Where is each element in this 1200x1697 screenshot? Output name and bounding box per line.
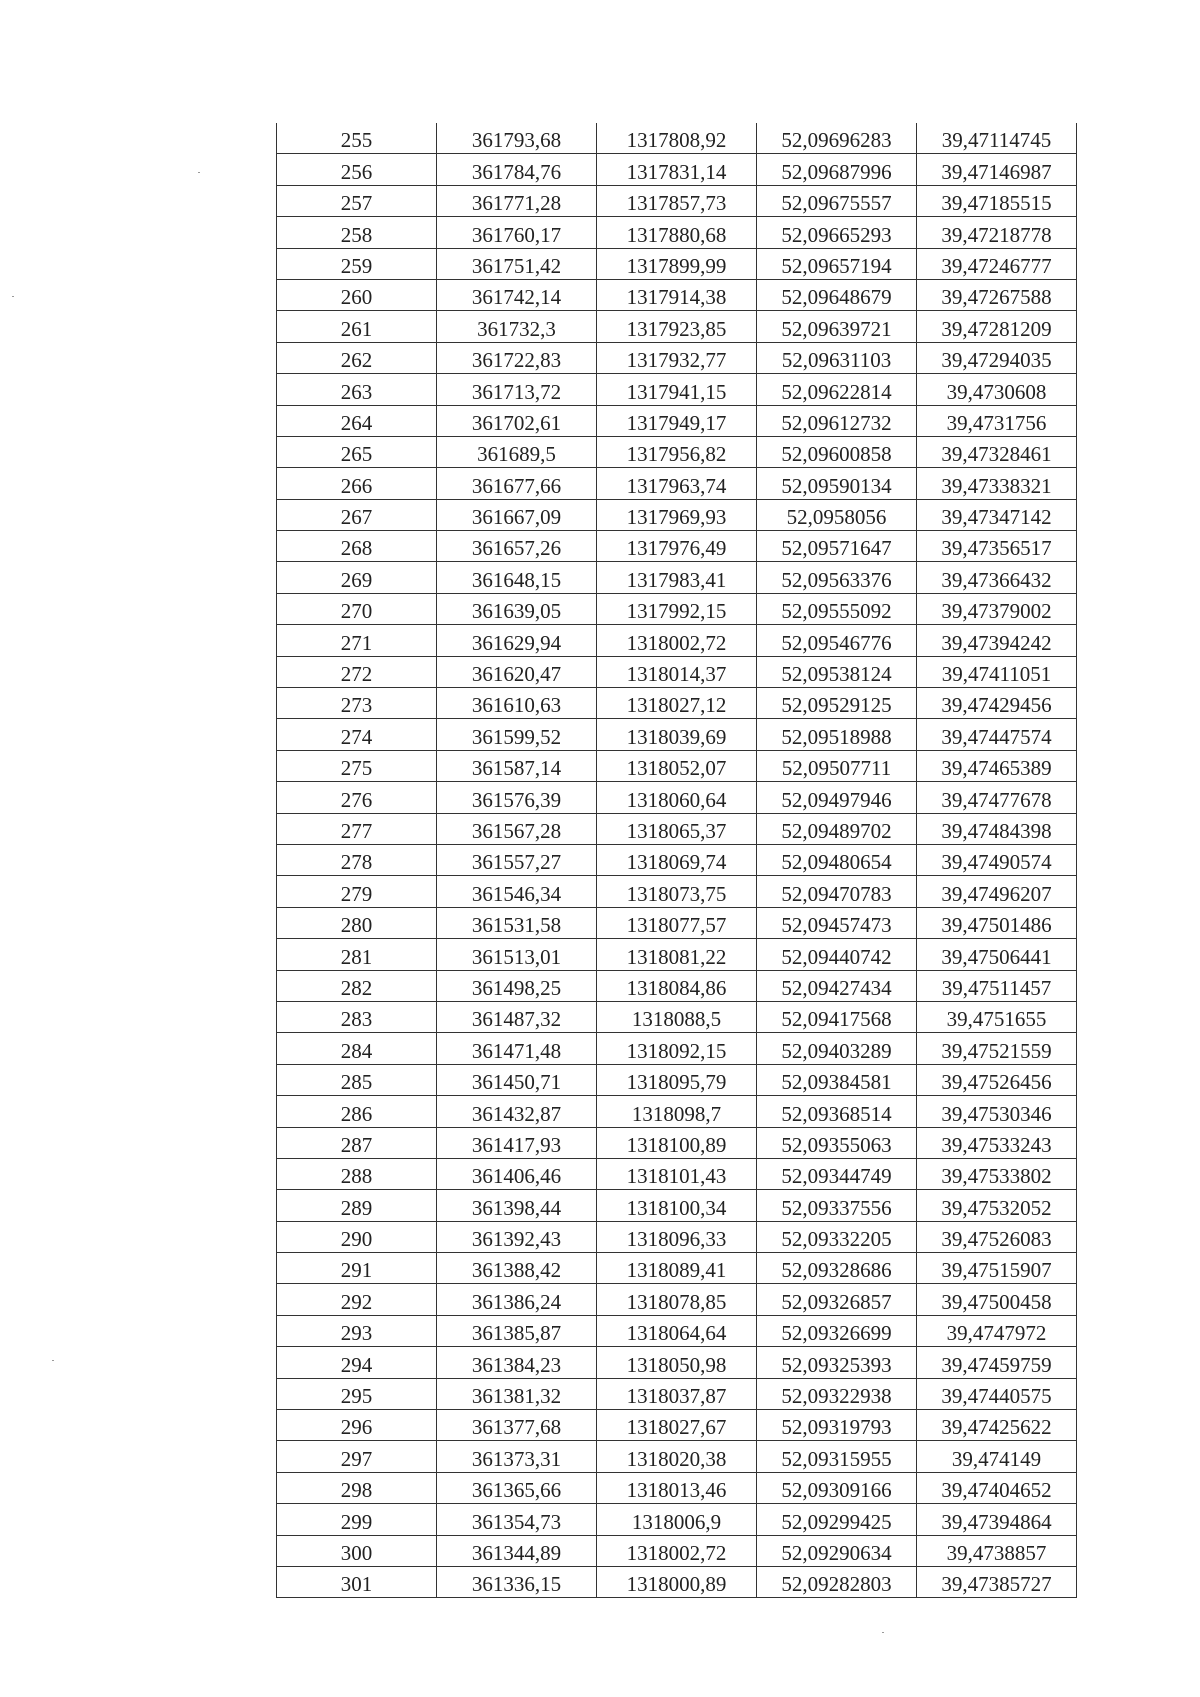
y-coordinate-cell: 1317831,14 xyxy=(597,154,757,185)
point-number-cell: 300 xyxy=(277,1535,437,1566)
latitude-cell: 52,09529125 xyxy=(757,688,917,719)
y-coordinate-cell: 1318092,15 xyxy=(597,1033,757,1064)
longitude-cell: 39,47411051 xyxy=(917,656,1077,687)
y-coordinate-cell: 1318095,79 xyxy=(597,1064,757,1095)
table-row xyxy=(277,688,1077,719)
table-row xyxy=(277,625,1077,656)
table-row xyxy=(277,1033,1077,1064)
longitude-cell: 39,47328461 xyxy=(917,436,1077,467)
longitude-cell: 39,47379002 xyxy=(917,593,1077,624)
table-row xyxy=(277,1504,1077,1535)
point-number-cell: 276 xyxy=(277,782,437,813)
longitude-cell: 39,47246777 xyxy=(917,248,1077,279)
y-coordinate-cell: 1318088,5 xyxy=(597,1001,757,1032)
table-row xyxy=(277,876,1077,907)
point-number-cell: 301 xyxy=(277,1566,437,1597)
table-row xyxy=(277,1566,1077,1597)
x-coordinate-cell: 361771,28 xyxy=(437,185,597,216)
point-number-cell: 288 xyxy=(277,1158,437,1189)
latitude-cell: 52,09427434 xyxy=(757,970,917,1001)
point-number-cell: 294 xyxy=(277,1347,437,1378)
latitude-cell: 52,09299425 xyxy=(757,1504,917,1535)
y-coordinate-cell: 1318101,43 xyxy=(597,1158,757,1189)
longitude-cell: 39,4751655 xyxy=(917,1001,1077,1032)
latitude-cell: 52,09600858 xyxy=(757,436,917,467)
table-row xyxy=(277,185,1077,216)
x-coordinate-cell: 361702,61 xyxy=(437,405,597,436)
longitude-cell: 39,47294035 xyxy=(917,342,1077,373)
longitude-cell: 39,47425622 xyxy=(917,1410,1077,1441)
coordinates-table xyxy=(276,123,1077,1598)
longitude-cell: 39,47501486 xyxy=(917,907,1077,938)
longitude-cell: 39,47533802 xyxy=(917,1158,1077,1189)
point-number-cell: 283 xyxy=(277,1001,437,1032)
x-coordinate-cell: 361639,05 xyxy=(437,593,597,624)
table-row xyxy=(277,562,1077,593)
x-coordinate-cell: 361567,28 xyxy=(437,813,597,844)
point-number-cell: 287 xyxy=(277,1127,437,1158)
point-number-cell: 257 xyxy=(277,185,437,216)
latitude-cell: 52,09657194 xyxy=(757,248,917,279)
x-coordinate-cell: 361557,27 xyxy=(437,844,597,875)
latitude-cell: 52,09648679 xyxy=(757,279,917,310)
latitude-cell: 52,09546776 xyxy=(757,625,917,656)
y-coordinate-cell: 1317963,74 xyxy=(597,468,757,499)
latitude-cell: 52,09687996 xyxy=(757,154,917,185)
longitude-cell: 39,47500458 xyxy=(917,1284,1077,1315)
longitude-cell: 39,47465389 xyxy=(917,750,1077,781)
point-number-cell: 286 xyxy=(277,1096,437,1127)
longitude-cell: 39,47429456 xyxy=(917,688,1077,719)
y-coordinate-cell: 1317899,99 xyxy=(597,248,757,279)
y-coordinate-cell: 1318100,34 xyxy=(597,1190,757,1221)
latitude-cell: 52,09309166 xyxy=(757,1472,917,1503)
point-number-cell: 260 xyxy=(277,279,437,310)
latitude-cell: 52,09344749 xyxy=(757,1158,917,1189)
point-number-cell: 258 xyxy=(277,217,437,248)
point-number-cell: 271 xyxy=(277,625,437,656)
y-coordinate-cell: 1318073,75 xyxy=(597,876,757,907)
table-row xyxy=(277,405,1077,436)
point-number-cell: 284 xyxy=(277,1033,437,1064)
x-coordinate-cell: 361377,68 xyxy=(437,1410,597,1441)
longitude-cell: 39,47533243 xyxy=(917,1127,1077,1158)
point-number-cell: 285 xyxy=(277,1064,437,1095)
latitude-cell: 52,09337556 xyxy=(757,1190,917,1221)
table-row xyxy=(277,1158,1077,1189)
table-row xyxy=(277,813,1077,844)
point-number-cell: 298 xyxy=(277,1472,437,1503)
x-coordinate-cell: 361398,44 xyxy=(437,1190,597,1221)
latitude-cell: 52,09440742 xyxy=(757,939,917,970)
point-number-cell: 267 xyxy=(277,499,437,530)
latitude-cell: 52,09518988 xyxy=(757,719,917,750)
x-coordinate-cell: 361406,46 xyxy=(437,1158,597,1189)
table-row xyxy=(277,782,1077,813)
y-coordinate-cell: 1318002,72 xyxy=(597,625,757,656)
latitude-cell: 52,09612732 xyxy=(757,405,917,436)
latitude-cell: 52,09325393 xyxy=(757,1347,917,1378)
x-coordinate-cell: 361365,66 xyxy=(437,1472,597,1503)
y-coordinate-cell: 1318069,74 xyxy=(597,844,757,875)
y-coordinate-cell: 1318000,89 xyxy=(597,1566,757,1597)
longitude-cell: 39,47490574 xyxy=(917,844,1077,875)
y-coordinate-cell: 1318027,12 xyxy=(597,688,757,719)
y-coordinate-cell: 1318052,07 xyxy=(597,750,757,781)
longitude-cell: 39,4730608 xyxy=(917,374,1077,405)
latitude-cell: 52,09326857 xyxy=(757,1284,917,1315)
latitude-cell: 52,09507711 xyxy=(757,750,917,781)
x-coordinate-cell: 361677,66 xyxy=(437,468,597,499)
x-coordinate-cell: 361392,43 xyxy=(437,1221,597,1252)
longitude-cell: 39,47521559 xyxy=(917,1033,1077,1064)
x-coordinate-cell: 361384,23 xyxy=(437,1347,597,1378)
x-coordinate-cell: 361657,26 xyxy=(437,531,597,562)
table-row xyxy=(277,939,1077,970)
table-row xyxy=(277,342,1077,373)
point-number-cell: 292 xyxy=(277,1284,437,1315)
y-coordinate-cell: 1317880,68 xyxy=(597,217,757,248)
y-coordinate-cell: 1318037,87 xyxy=(597,1378,757,1409)
longitude-cell: 39,47281209 xyxy=(917,311,1077,342)
point-number-cell: 269 xyxy=(277,562,437,593)
longitude-cell: 39,47515907 xyxy=(917,1253,1077,1284)
y-coordinate-cell: 1318064,64 xyxy=(597,1315,757,1346)
table-row xyxy=(277,468,1077,499)
x-coordinate-cell: 361471,48 xyxy=(437,1033,597,1064)
point-number-cell: 275 xyxy=(277,750,437,781)
point-number-cell: 264 xyxy=(277,405,437,436)
latitude-cell: 52,09555092 xyxy=(757,593,917,624)
x-coordinate-cell: 361336,15 xyxy=(437,1566,597,1597)
y-coordinate-cell: 1318084,86 xyxy=(597,970,757,1001)
y-coordinate-cell: 1317969,93 xyxy=(597,499,757,530)
table-row xyxy=(277,123,1077,154)
y-coordinate-cell: 1318006,9 xyxy=(597,1504,757,1535)
y-coordinate-cell: 1317857,73 xyxy=(597,185,757,216)
longitude-cell: 39,47114745 xyxy=(917,123,1077,154)
y-coordinate-cell: 1318089,41 xyxy=(597,1253,757,1284)
y-coordinate-cell: 1318027,67 xyxy=(597,1410,757,1441)
scan-speck xyxy=(52,1360,54,1361)
point-number-cell: 282 xyxy=(277,970,437,1001)
table-row xyxy=(277,1535,1077,1566)
x-coordinate-cell: 361450,71 xyxy=(437,1064,597,1095)
longitude-cell: 39,47218778 xyxy=(917,217,1077,248)
latitude-cell: 52,09403289 xyxy=(757,1033,917,1064)
point-number-cell: 299 xyxy=(277,1504,437,1535)
x-coordinate-cell: 361381,32 xyxy=(437,1378,597,1409)
point-number-cell: 255 xyxy=(277,123,437,154)
x-coordinate-cell: 361648,15 xyxy=(437,562,597,593)
point-number-cell: 290 xyxy=(277,1221,437,1252)
longitude-cell: 39,47146987 xyxy=(917,154,1077,185)
table-row xyxy=(277,1441,1077,1472)
y-coordinate-cell: 1317949,17 xyxy=(597,405,757,436)
x-coordinate-cell: 361576,39 xyxy=(437,782,597,813)
table-row xyxy=(277,311,1077,342)
longitude-cell: 39,47347142 xyxy=(917,499,1077,530)
table-row xyxy=(277,1253,1077,1284)
table-row xyxy=(277,1410,1077,1441)
x-coordinate-cell: 361751,42 xyxy=(437,248,597,279)
x-coordinate-cell: 361385,87 xyxy=(437,1315,597,1346)
x-coordinate-cell: 361432,87 xyxy=(437,1096,597,1127)
latitude-cell: 52,0958056 xyxy=(757,499,917,530)
longitude-cell: 39,47506441 xyxy=(917,939,1077,970)
point-number-cell: 297 xyxy=(277,1441,437,1472)
y-coordinate-cell: 1318014,37 xyxy=(597,656,757,687)
table-row xyxy=(277,656,1077,687)
latitude-cell: 52,09590134 xyxy=(757,468,917,499)
latitude-cell: 52,09417568 xyxy=(757,1001,917,1032)
table-row xyxy=(277,970,1077,1001)
point-number-cell: 259 xyxy=(277,248,437,279)
longitude-cell: 39,47440575 xyxy=(917,1378,1077,1409)
x-coordinate-cell: 361513,01 xyxy=(437,939,597,970)
latitude-cell: 52,09489702 xyxy=(757,813,917,844)
y-coordinate-cell: 1318039,69 xyxy=(597,719,757,750)
table-row xyxy=(277,844,1077,875)
longitude-cell: 39,47267588 xyxy=(917,279,1077,310)
table-row xyxy=(277,1221,1077,1252)
table-row xyxy=(277,499,1077,530)
point-number-cell: 270 xyxy=(277,593,437,624)
table-row xyxy=(277,1127,1077,1158)
y-coordinate-cell: 1318065,37 xyxy=(597,813,757,844)
longitude-cell: 39,47496207 xyxy=(917,876,1077,907)
point-number-cell: 262 xyxy=(277,342,437,373)
table-row xyxy=(277,593,1077,624)
point-number-cell: 266 xyxy=(277,468,437,499)
y-coordinate-cell: 1318100,89 xyxy=(597,1127,757,1158)
x-coordinate-cell: 361732,3 xyxy=(437,311,597,342)
y-coordinate-cell: 1317983,41 xyxy=(597,562,757,593)
x-coordinate-cell: 361610,63 xyxy=(437,688,597,719)
longitude-cell: 39,47356517 xyxy=(917,531,1077,562)
point-number-cell: 273 xyxy=(277,688,437,719)
latitude-cell: 52,09538124 xyxy=(757,656,917,687)
table-row xyxy=(277,374,1077,405)
table-row xyxy=(277,1347,1077,1378)
x-coordinate-cell: 361742,14 xyxy=(437,279,597,310)
x-coordinate-cell: 361784,76 xyxy=(437,154,597,185)
longitude-cell: 39,4738857 xyxy=(917,1535,1077,1566)
y-coordinate-cell: 1318060,64 xyxy=(597,782,757,813)
longitude-cell: 39,47394242 xyxy=(917,625,1077,656)
point-number-cell: 261 xyxy=(277,311,437,342)
table-row xyxy=(277,531,1077,562)
y-coordinate-cell: 1317976,49 xyxy=(597,531,757,562)
y-coordinate-cell: 1317992,15 xyxy=(597,593,757,624)
longitude-cell: 39,47185515 xyxy=(917,185,1077,216)
x-coordinate-cell: 361344,89 xyxy=(437,1535,597,1566)
latitude-cell: 52,09282803 xyxy=(757,1566,917,1597)
table-row xyxy=(277,907,1077,938)
point-number-cell: 279 xyxy=(277,876,437,907)
coordinates-table-body xyxy=(277,123,1077,1598)
longitude-cell: 39,47477678 xyxy=(917,782,1077,813)
latitude-cell: 52,09631103 xyxy=(757,342,917,373)
table-row xyxy=(277,248,1077,279)
x-coordinate-cell: 361417,93 xyxy=(437,1127,597,1158)
point-number-cell: 278 xyxy=(277,844,437,875)
longitude-cell: 39,47404652 xyxy=(917,1472,1077,1503)
latitude-cell: 52,09322938 xyxy=(757,1378,917,1409)
y-coordinate-cell: 1318078,85 xyxy=(597,1284,757,1315)
latitude-cell: 52,09675557 xyxy=(757,185,917,216)
x-coordinate-cell: 361793,68 xyxy=(437,123,597,154)
longitude-cell: 39,47447574 xyxy=(917,719,1077,750)
latitude-cell: 52,09384581 xyxy=(757,1064,917,1095)
table-row xyxy=(277,1064,1077,1095)
table-row xyxy=(277,217,1077,248)
latitude-cell: 52,09563376 xyxy=(757,562,917,593)
y-coordinate-cell: 1318050,98 xyxy=(597,1347,757,1378)
latitude-cell: 52,09290634 xyxy=(757,1535,917,1566)
table-row xyxy=(277,1378,1077,1409)
y-coordinate-cell: 1318013,46 xyxy=(597,1472,757,1503)
y-coordinate-cell: 1318081,22 xyxy=(597,939,757,970)
y-coordinate-cell: 1318002,72 xyxy=(597,1535,757,1566)
point-number-cell: 289 xyxy=(277,1190,437,1221)
table-row xyxy=(277,1001,1077,1032)
latitude-cell: 52,09696283 xyxy=(757,123,917,154)
table-row xyxy=(277,1315,1077,1346)
y-coordinate-cell: 1317932,77 xyxy=(597,342,757,373)
x-coordinate-cell: 361629,94 xyxy=(437,625,597,656)
latitude-cell: 52,09571647 xyxy=(757,531,917,562)
x-coordinate-cell: 361373,31 xyxy=(437,1441,597,1472)
x-coordinate-cell: 361599,52 xyxy=(437,719,597,750)
y-coordinate-cell: 1317923,85 xyxy=(597,311,757,342)
point-number-cell: 296 xyxy=(277,1410,437,1441)
longitude-cell: 39,47459759 xyxy=(917,1347,1077,1378)
latitude-cell: 52,09480654 xyxy=(757,844,917,875)
latitude-cell: 52,09665293 xyxy=(757,217,917,248)
table-row xyxy=(277,1472,1077,1503)
x-coordinate-cell: 361498,25 xyxy=(437,970,597,1001)
latitude-cell: 52,09622814 xyxy=(757,374,917,405)
table-row xyxy=(277,750,1077,781)
y-coordinate-cell: 1317808,92 xyxy=(597,123,757,154)
x-coordinate-cell: 361713,72 xyxy=(437,374,597,405)
point-number-cell: 280 xyxy=(277,907,437,938)
longitude-cell: 39,47366432 xyxy=(917,562,1077,593)
point-number-cell: 295 xyxy=(277,1378,437,1409)
table-row xyxy=(277,719,1077,750)
y-coordinate-cell: 1318077,57 xyxy=(597,907,757,938)
x-coordinate-cell: 361587,14 xyxy=(437,750,597,781)
latitude-cell: 52,09319793 xyxy=(757,1410,917,1441)
x-coordinate-cell: 361546,34 xyxy=(437,876,597,907)
latitude-cell: 52,09470783 xyxy=(757,876,917,907)
point-number-cell: 272 xyxy=(277,656,437,687)
table-row xyxy=(277,436,1077,467)
point-number-cell: 274 xyxy=(277,719,437,750)
longitude-cell: 39,47526083 xyxy=(917,1221,1077,1252)
point-number-cell: 265 xyxy=(277,436,437,467)
y-coordinate-cell: 1317941,15 xyxy=(597,374,757,405)
x-coordinate-cell: 361667,09 xyxy=(437,499,597,530)
point-number-cell: 268 xyxy=(277,531,437,562)
latitude-cell: 52,09355063 xyxy=(757,1127,917,1158)
longitude-cell: 39,4747972 xyxy=(917,1315,1077,1346)
y-coordinate-cell: 1317914,38 xyxy=(597,279,757,310)
latitude-cell: 52,09315955 xyxy=(757,1441,917,1472)
point-number-cell: 293 xyxy=(277,1315,437,1346)
y-coordinate-cell: 1318096,33 xyxy=(597,1221,757,1252)
x-coordinate-cell: 361354,73 xyxy=(437,1504,597,1535)
table-row xyxy=(277,154,1077,185)
point-number-cell: 263 xyxy=(277,374,437,405)
point-number-cell: 277 xyxy=(277,813,437,844)
table-row xyxy=(277,1096,1077,1127)
latitude-cell: 52,09639721 xyxy=(757,311,917,342)
longitude-cell: 39,474149 xyxy=(917,1441,1077,1472)
latitude-cell: 52,09368514 xyxy=(757,1096,917,1127)
longitude-cell: 39,47338321 xyxy=(917,468,1077,499)
latitude-cell: 52,09326699 xyxy=(757,1315,917,1346)
longitude-cell: 39,47526456 xyxy=(917,1064,1077,1095)
table-row xyxy=(277,1284,1077,1315)
longitude-cell: 39,47532052 xyxy=(917,1190,1077,1221)
longitude-cell: 39,47385727 xyxy=(917,1566,1077,1597)
x-coordinate-cell: 361388,42 xyxy=(437,1253,597,1284)
latitude-cell: 52,09328686 xyxy=(757,1253,917,1284)
table-row xyxy=(277,279,1077,310)
scan-speck xyxy=(198,172,200,173)
y-coordinate-cell: 1317956,82 xyxy=(597,436,757,467)
latitude-cell: 52,09457473 xyxy=(757,907,917,938)
x-coordinate-cell: 361620,47 xyxy=(437,656,597,687)
longitude-cell: 39,47394864 xyxy=(917,1504,1077,1535)
x-coordinate-cell: 361760,17 xyxy=(437,217,597,248)
x-coordinate-cell: 361689,5 xyxy=(437,436,597,467)
x-coordinate-cell: 361722,83 xyxy=(437,342,597,373)
scan-speck xyxy=(882,1632,884,1633)
x-coordinate-cell: 361531,58 xyxy=(437,907,597,938)
scan-speck xyxy=(12,296,14,297)
longitude-cell: 39,47511457 xyxy=(917,970,1077,1001)
point-number-cell: 256 xyxy=(277,154,437,185)
point-number-cell: 291 xyxy=(277,1253,437,1284)
y-coordinate-cell: 1318020,38 xyxy=(597,1441,757,1472)
longitude-cell: 39,47484398 xyxy=(917,813,1077,844)
latitude-cell: 52,09332205 xyxy=(757,1221,917,1252)
longitude-cell: 39,4731756 xyxy=(917,405,1077,436)
x-coordinate-cell: 361386,24 xyxy=(437,1284,597,1315)
table-row xyxy=(277,1190,1077,1221)
y-coordinate-cell: 1318098,7 xyxy=(597,1096,757,1127)
latitude-cell: 52,09497946 xyxy=(757,782,917,813)
point-number-cell: 281 xyxy=(277,939,437,970)
x-coordinate-cell: 361487,32 xyxy=(437,1001,597,1032)
longitude-cell: 39,47530346 xyxy=(917,1096,1077,1127)
